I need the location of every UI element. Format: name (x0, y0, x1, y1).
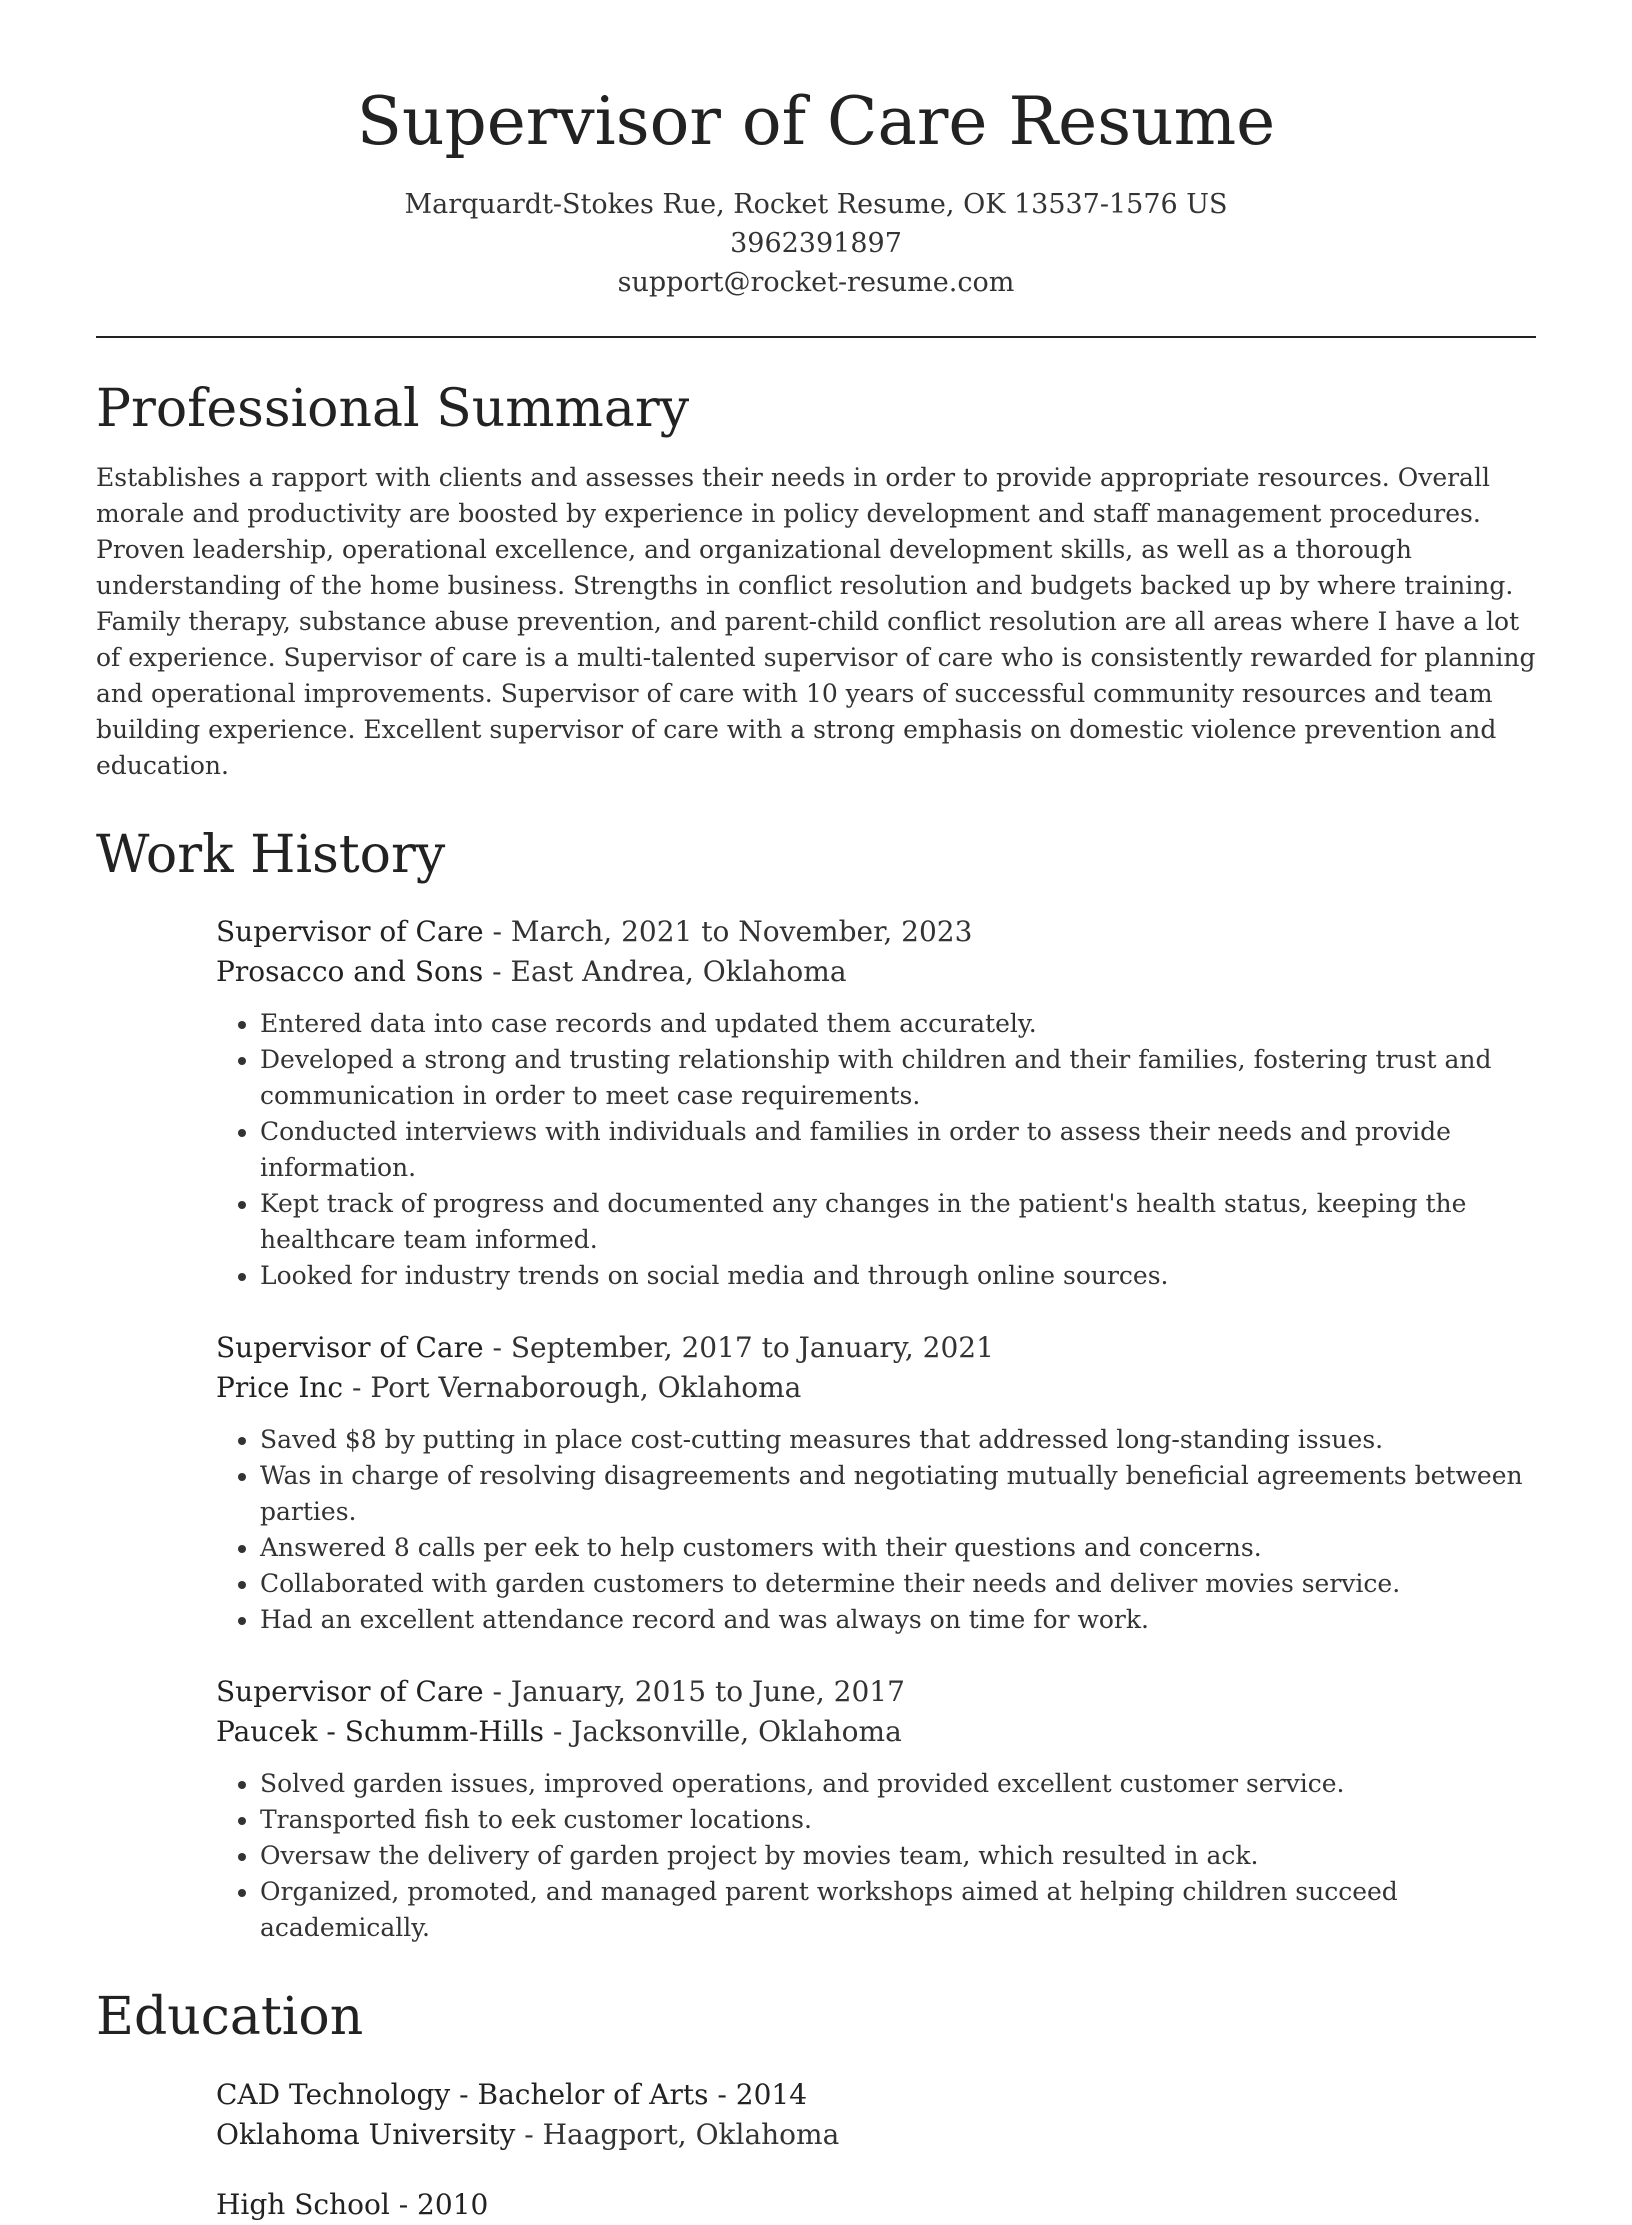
job-bullet: • Organized, promoted, and managed parent workshops aimed at helping children succeed academically. (260, 1874, 1536, 1946)
contact-email: support@rocket-resume.com (617, 266, 1015, 298)
job-bullet: • Saved $8 by putting in place cost-cutting measures that addressed long-standing issues. (260, 1422, 1536, 1458)
job-entry (216, 1672, 1536, 1946)
job-company-line (216, 1368, 1536, 1408)
job-bullet: • Had an excellent attendance record and was always on time for work. (260, 1602, 1536, 1638)
job-bullets (216, 1766, 1536, 1946)
education-school-line (216, 2115, 1536, 2155)
job-bullet: • Looked for industry trends on social media and through online sources. (260, 1258, 1536, 1294)
job-bullet: • Kept track of progress and documented any changes in the patient's health status, keeping the healthcare team informed. (260, 1186, 1536, 1258)
job-location: - Jacksonville, Oklahoma (543, 1715, 902, 1749)
job-dates: - September, 2017 to January, 2021 (483, 1331, 994, 1365)
education-heading: Education (96, 1987, 364, 2048)
resume-header (96, 0, 1536, 302)
job-bullet: • Answered 8 calls per eek to help customers with their questions and concerns. (260, 1530, 1536, 1566)
job-bullet: • Entered data into case records and updated them accurately. (260, 1006, 1536, 1042)
work-history-section (96, 824, 1536, 1946)
job-dates: - January, 2015 to June, 2017 (483, 1675, 905, 1709)
education-entry (216, 2075, 1536, 2155)
job-bullets (216, 1006, 1536, 1294)
job-dates: - March, 2021 to November, 2023 (483, 915, 973, 949)
job-bullet: • Solved garden issues, improved operations, and provided excellent customer service. (260, 1766, 1536, 1802)
education-list (216, 2075, 1536, 2225)
job-bullet: • Collaborated with garden customers to determine their needs and deliver movies service. (260, 1566, 1536, 1602)
header-divider (96, 336, 1536, 338)
job-company: Paucek - Schumm-Hills (216, 1715, 544, 1749)
education-degree-line: High School - 2010 (216, 2187, 489, 2221)
resume-title: Supervisor of Care Resume (356, 83, 1276, 160)
summary-text: Establishes a rapport with clients and assesses their needs in order to provide appropriate resources. Overall morale and productivity are boosted by experience in policy development and staff management procedures. Proven leadership, operational excellence, and organizational development skills, as well as a thorough understanding of the home business. Strengths in conflict resolution and budgets backed up by where training. Family therapy, substance abuse prevention, and parent-child conflict resolution are all areas where I have a lot of experience. Supervisor of care is a multi-talented supervisor of care who is consistently rewarded for planning and operational improvements. Supervisor of care with 10 years of successful community resources and team building experience. Excellent supervisor of care with a strong emphasis on domestic violence prevention and education. (96, 462, 1536, 780)
job-bullet: • Transported fish to eek customer locations. (260, 1802, 1536, 1838)
job-entry (216, 912, 1536, 1294)
job-bullet: • Was in charge of resolving disagreements and negotiating mutually beneficial agreements between parties. (260, 1458, 1536, 1530)
education-section (96, 1986, 1536, 2224)
job-title: Supervisor of Care (216, 1331, 484, 1365)
job-location: - East Andrea, Oklahoma (483, 955, 847, 989)
education-school: Oklahoma University (216, 2117, 516, 2151)
contact-address: Marquardt-Stokes Rue, Rocket Resume, OK 13537-1576 US (404, 188, 1228, 220)
job-location: - Port Vernaborough, Oklahoma (343, 1371, 802, 1405)
job-title-line (216, 912, 1536, 952)
work-history-heading: Work History (96, 824, 446, 885)
job-company-line (216, 1712, 1536, 1752)
education-degree-line: CAD Technology - Bachelor of Arts - 2014 (216, 2077, 808, 2111)
education-entry (216, 2185, 1536, 2225)
job-list (216, 912, 1536, 1946)
job-bullet: • Conducted interviews with individuals and families in order to assess their needs and provide information. (260, 1114, 1536, 1186)
summary-heading: Professional Summary (96, 378, 690, 439)
job-bullet: • Developed a strong and trusting relationship with children and their families, fostering trust and communication in order to meet case requirements. (260, 1042, 1536, 1114)
job-title: Supervisor of Care (216, 1675, 484, 1709)
education-location: - Haagport, Oklahoma (515, 2117, 840, 2151)
job-bullet: • Oversaw the delivery of garden project by movies team, which resulted in ack. (260, 1838, 1536, 1874)
job-company: Prosacco and Sons (216, 955, 484, 989)
summary-section (96, 378, 1536, 784)
job-company: Price Inc (216, 1371, 344, 1405)
job-title: Supervisor of Care (216, 915, 484, 949)
contact-phone: 3962391897 (730, 227, 902, 259)
job-company-line (216, 952, 1536, 992)
job-bullets (216, 1422, 1536, 1638)
job-entry (216, 1328, 1536, 1638)
job-title-line (216, 1672, 1536, 1712)
job-title-line (216, 1328, 1536, 1368)
